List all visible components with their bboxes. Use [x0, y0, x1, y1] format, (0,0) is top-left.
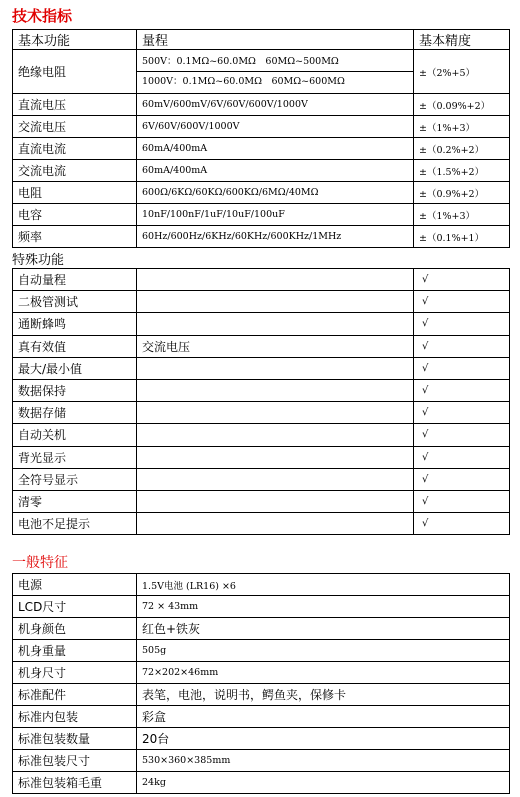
insulation-ranges	[137, 50, 414, 94]
special-function-name: 全符号显示	[13, 468, 137, 490]
general-spec-value: 20台	[137, 728, 510, 750]
table-row	[13, 618, 510, 640]
special-function-name: 真有效值	[13, 335, 137, 357]
function-range: 600Ω/6KΩ/60KΩ/600KΩ/6MΩ/40MΩ	[137, 182, 414, 204]
insulation-name: 绝缘电阻	[13, 50, 137, 94]
special-function-note	[137, 357, 414, 379]
check-mark: √	[414, 446, 510, 468]
general-spec-name: LCD尺寸	[13, 596, 137, 618]
general-spec-value: 72 × 43mm	[137, 596, 510, 618]
table-row	[13, 116, 510, 138]
general-spec-name: 机身尺寸	[13, 662, 137, 684]
special-function-note	[137, 313, 414, 335]
table-row	[13, 446, 510, 468]
special-function-note	[137, 402, 414, 424]
tech-specs-table	[12, 29, 510, 248]
table-row	[13, 335, 510, 357]
table-row	[13, 226, 510, 248]
general-spec-name: 电源	[13, 574, 137, 596]
check-mark: √	[414, 335, 510, 357]
check-mark: √	[414, 269, 510, 291]
table-row	[13, 574, 510, 596]
function-range: 6V/60V/600V/1000V	[137, 116, 414, 138]
function-accuracy: ±（1%+3）	[414, 116, 510, 138]
check-mark: √	[414, 291, 510, 313]
table-row	[13, 291, 510, 313]
special-function-note	[137, 468, 414, 490]
special-function-name: 自动量程	[13, 269, 137, 291]
function-name: 直流电流	[13, 138, 137, 160]
check-mark: √	[414, 424, 510, 446]
insulation-range-1000v: 1000V：0.1MΩ~60.0MΩ 60MΩ~600MΩ	[142, 75, 345, 87]
function-name: 频率	[13, 226, 137, 248]
table-row	[13, 490, 510, 512]
special-function-name: 最大/最小值	[13, 357, 137, 379]
table-row	[13, 424, 510, 446]
function-accuracy: ±（0.09%+2）	[414, 94, 510, 116]
table-row	[13, 513, 510, 535]
function-range: 60Hz/600Hz/6KHz/60KHz/600KHz/1MHz	[137, 226, 414, 248]
table-row	[13, 357, 510, 379]
table-row	[13, 684, 510, 706]
special-function-name: 电池不足提示	[13, 513, 137, 535]
general-spec-name: 机身颜色	[13, 618, 137, 640]
general-spec-value: 表笔，电池，说明书，鳄鱼夹，保修卡	[137, 684, 510, 706]
table-row	[13, 728, 510, 750]
special-function-note	[137, 446, 414, 468]
general-spec-name: 标准包装数量	[13, 728, 137, 750]
table-row	[13, 750, 510, 772]
insulation-row	[13, 50, 510, 94]
function-accuracy: ±（0.1%+1）	[414, 226, 510, 248]
special-function-name: 数据存储	[13, 402, 137, 424]
general-spec-value: 24kg	[137, 772, 510, 794]
special-function-name: 背光显示	[13, 446, 137, 468]
function-accuracy: ±（0.9%+2）	[414, 182, 510, 204]
function-range: 60mV/600mV/6V/60V/600V/1000V	[137, 94, 414, 116]
special-function-name: 自动关机	[13, 424, 137, 446]
table-row	[13, 706, 510, 728]
table-row	[13, 640, 510, 662]
table-row	[13, 160, 510, 182]
table-row	[13, 138, 510, 160]
special-function-name: 数据保持	[13, 379, 137, 401]
general-spec-name: 标准包装箱毛重	[13, 772, 137, 794]
general-section-title: 一般特征	[12, 555, 68, 571]
function-range: 60mA/400mA	[137, 138, 414, 160]
header-accuracy: 基本精度	[414, 30, 510, 50]
special-function-note: 交流电压	[137, 335, 414, 357]
check-mark: √	[414, 490, 510, 512]
table-row	[13, 468, 510, 490]
insulation-range-500v: 500V：0.1MΩ~60.0MΩ 60MΩ~500MΩ	[137, 55, 413, 72]
function-name: 电阻	[13, 182, 137, 204]
special-function-note	[137, 424, 414, 446]
general-specs-table	[12, 573, 510, 794]
general-spec-name: 机身重量	[13, 640, 137, 662]
special-function-name: 二极管测试	[13, 291, 137, 313]
general-spec-value: 1.5V电池 (LR16) ×6	[137, 574, 510, 596]
special-function-note	[137, 269, 414, 291]
special-functions-table	[12, 268, 510, 535]
function-name: 直流电压	[13, 94, 137, 116]
special-function-note	[137, 291, 414, 313]
check-mark: √	[414, 513, 510, 535]
table-row	[13, 772, 510, 794]
tech-header-row	[13, 30, 510, 50]
table-row	[13, 379, 510, 401]
check-mark: √	[414, 468, 510, 490]
special-section-title: 特殊功能	[12, 253, 65, 268]
general-spec-name: 标准内包装	[13, 706, 137, 728]
function-range: 10nF/100nF/1uF/10uF/100uF	[137, 204, 414, 226]
function-accuracy: ±（1%+3）	[414, 204, 510, 226]
function-name: 交流电流	[13, 160, 137, 182]
tech-section-title: 技术指标	[12, 7, 73, 25]
check-mark: √	[414, 313, 510, 335]
check-mark: √	[414, 402, 510, 424]
table-row	[13, 94, 510, 116]
function-name: 电容	[13, 204, 137, 226]
general-spec-value: 72×202×46mm	[137, 662, 510, 684]
table-row	[13, 313, 510, 335]
special-function-name: 清零	[13, 490, 137, 512]
special-function-note	[137, 379, 414, 401]
special-function-note	[137, 490, 414, 512]
table-row	[13, 402, 510, 424]
insulation-accuracy: ±（2%+5）	[414, 50, 510, 94]
general-spec-value: 红色+铁灰	[137, 618, 510, 640]
general-spec-name: 标准包装尺寸	[13, 750, 137, 772]
function-accuracy: ±（0.2%+2）	[414, 138, 510, 160]
table-row	[13, 596, 510, 618]
header-function: 基本功能	[13, 30, 137, 50]
header-range: 量程	[137, 30, 414, 50]
general-spec-value: 530×360×385mm	[137, 750, 510, 772]
function-range: 60mA/400mA	[137, 160, 414, 182]
general-spec-name: 标准配件	[13, 684, 137, 706]
general-spec-value: 505g	[137, 640, 510, 662]
table-row	[13, 269, 510, 291]
check-mark: √	[414, 379, 510, 401]
function-name: 交流电压	[13, 116, 137, 138]
table-row	[13, 662, 510, 684]
general-spec-value: 彩盒	[137, 706, 510, 728]
check-mark: √	[414, 357, 510, 379]
special-function-note	[137, 513, 414, 535]
function-accuracy: ±（1.5%+2）	[414, 160, 510, 182]
table-row	[13, 204, 510, 226]
table-row	[13, 182, 510, 204]
special-function-name: 通断蜂鸣	[13, 313, 137, 335]
